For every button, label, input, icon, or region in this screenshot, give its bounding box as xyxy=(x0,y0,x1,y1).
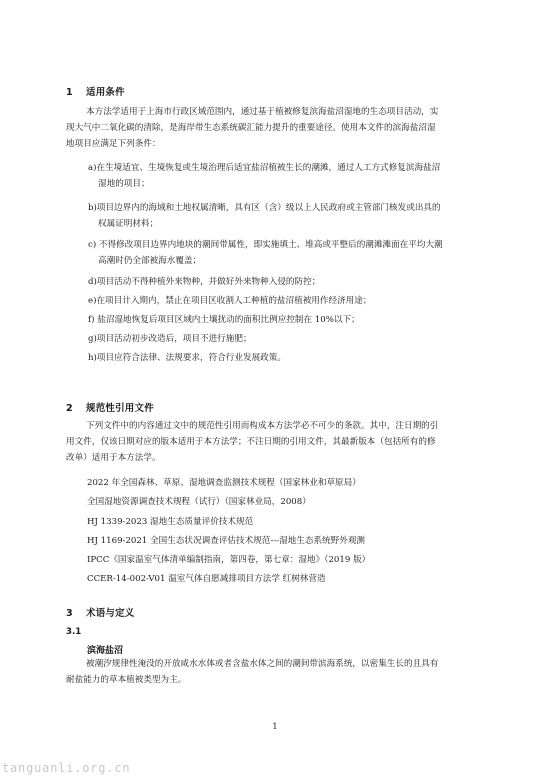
section-3-number: 3 xyxy=(66,608,73,619)
term-number: 3.1 xyxy=(66,627,82,637)
section-1-number: 1 xyxy=(66,87,73,98)
page-number: 1 xyxy=(272,722,278,732)
condition-item-c-line-2: 高潮时仍全部被海水覆盖； xyxy=(98,256,202,266)
section-2-intro-line-1: 下列文件中的内容通过文中的规范性引用而构成本方法学必不可少的条款。其中，注日期的引 xyxy=(86,421,439,431)
watermark: tanguanli.org.cn xyxy=(2,761,131,775)
reference-item: 2022 年全国森林、草原、湿地调查监测技术规程（国家林业和草原局） xyxy=(87,478,361,488)
reference-item: CCER-14-002-V01 温室气体自愿减排项目方法学 红树林营造 xyxy=(87,574,326,584)
term-title: 滨海盐沼 xyxy=(87,646,124,656)
condition-item-c-line-1: c) 不得修改项目边界内地块的潮间带属性，即实施填土、堆高或平整后的潮滩滩面在平均大潮 xyxy=(88,240,443,250)
section-1-heading xyxy=(66,84,125,98)
section-1-intro xyxy=(66,104,490,152)
section-2-intro-line-2: 用文件，仅该日期对应的版本适用于本方法学；不注日期的引用文件，其最新版本（包括所有的修 xyxy=(66,437,436,447)
section-2-title: 规范性引用文件 xyxy=(86,403,154,414)
condition-item-d-line-1: d)项目活动不得种植外来物种，并做好外来物种入侵的防控； xyxy=(88,277,321,287)
term-definition-line-2: 耐盐能力的草本植被类型为主。 xyxy=(66,675,187,685)
reference-item: IPCC《国家温室气体清单编制指南，第四卷，第七章：湿地》（2019 版） xyxy=(87,555,371,565)
condition-item-a-line-1: a)在生境适宜、生境恢复或生境治理后适宜盐沼植被生长的潮滩，通过人工方式修复滨海盐沼 xyxy=(88,163,441,173)
section-2-number: 2 xyxy=(66,403,73,414)
reference-item: HJ 1169-2021 全国生态状况调查评估技术规范---湿地生态系统野外观测 xyxy=(87,536,366,546)
section-1-intro-line-3: 地项目应满足下列条件： xyxy=(66,139,161,149)
term-definition-line-1: 被潮汐规律性淹没的开放咸水水体或者含盐水体之间的潮间带滨海系统，以密集生长的且具有 xyxy=(86,659,439,669)
section-1-intro-line-1: 本方法学适用于上海市行政区域范围内，通过基于植被修复滨海盐沼湿地的生态项目活动，实 xyxy=(86,107,439,117)
section-3-heading xyxy=(66,605,135,619)
condition-item-b-line-2: 权属证明材料； xyxy=(98,219,159,229)
reference-item: 全国湿地资源调查技术规程（试行）（国家林业局，2008） xyxy=(87,497,311,507)
section-2-intro-line-3: 改单）适用于本方法学。 xyxy=(66,453,161,463)
condition-item-e xyxy=(88,293,490,309)
section-2-heading xyxy=(66,400,154,414)
condition-item-f-line-1: f) 盐沼湿地恢复后项目区域内土壤扰动的面积比例应控制在 10%以下； xyxy=(88,315,360,325)
condition-item-b-line-1: b)项目边界内的海域和土地权属清晰，具有区（含）级以上人民政府或主管部门核发或出具的 xyxy=(88,203,441,213)
term-definition xyxy=(66,656,490,688)
condition-item-a-line-2: 湿地的项目； xyxy=(98,179,150,189)
condition-item-f xyxy=(88,312,490,328)
condition-item-h-line-1: h)项目应符合法律、法规要求，符合行业发展政策。 xyxy=(88,353,286,363)
condition-item-e-line-1: e)在项目计入期内，禁止在项目区收割人工种植的盐沼植被用作经济用途； xyxy=(88,296,372,306)
section-1-intro-line-2: 现大气中二氧化碳的清除，是海岸带生态系统碳汇能力提升的重要途径。使用本文件的滨海盐沼湿 xyxy=(66,123,436,133)
condition-item-h xyxy=(88,350,490,366)
condition-item-a xyxy=(88,160,490,192)
condition-item-c xyxy=(88,237,490,269)
condition-item-d xyxy=(88,274,490,290)
section-1-title: 适用条件 xyxy=(86,87,125,98)
condition-item-g xyxy=(88,331,490,347)
condition-item-b xyxy=(88,200,490,232)
section-2-intro xyxy=(66,418,490,466)
section-3-title: 术语与定义 xyxy=(86,608,135,619)
reference-item: HJ 1339-2023 湿地生态质量评价技术规范 xyxy=(87,517,254,527)
condition-item-g-line-1: g)项目活动初步改造后，项目不进行施肥； xyxy=(88,334,252,344)
